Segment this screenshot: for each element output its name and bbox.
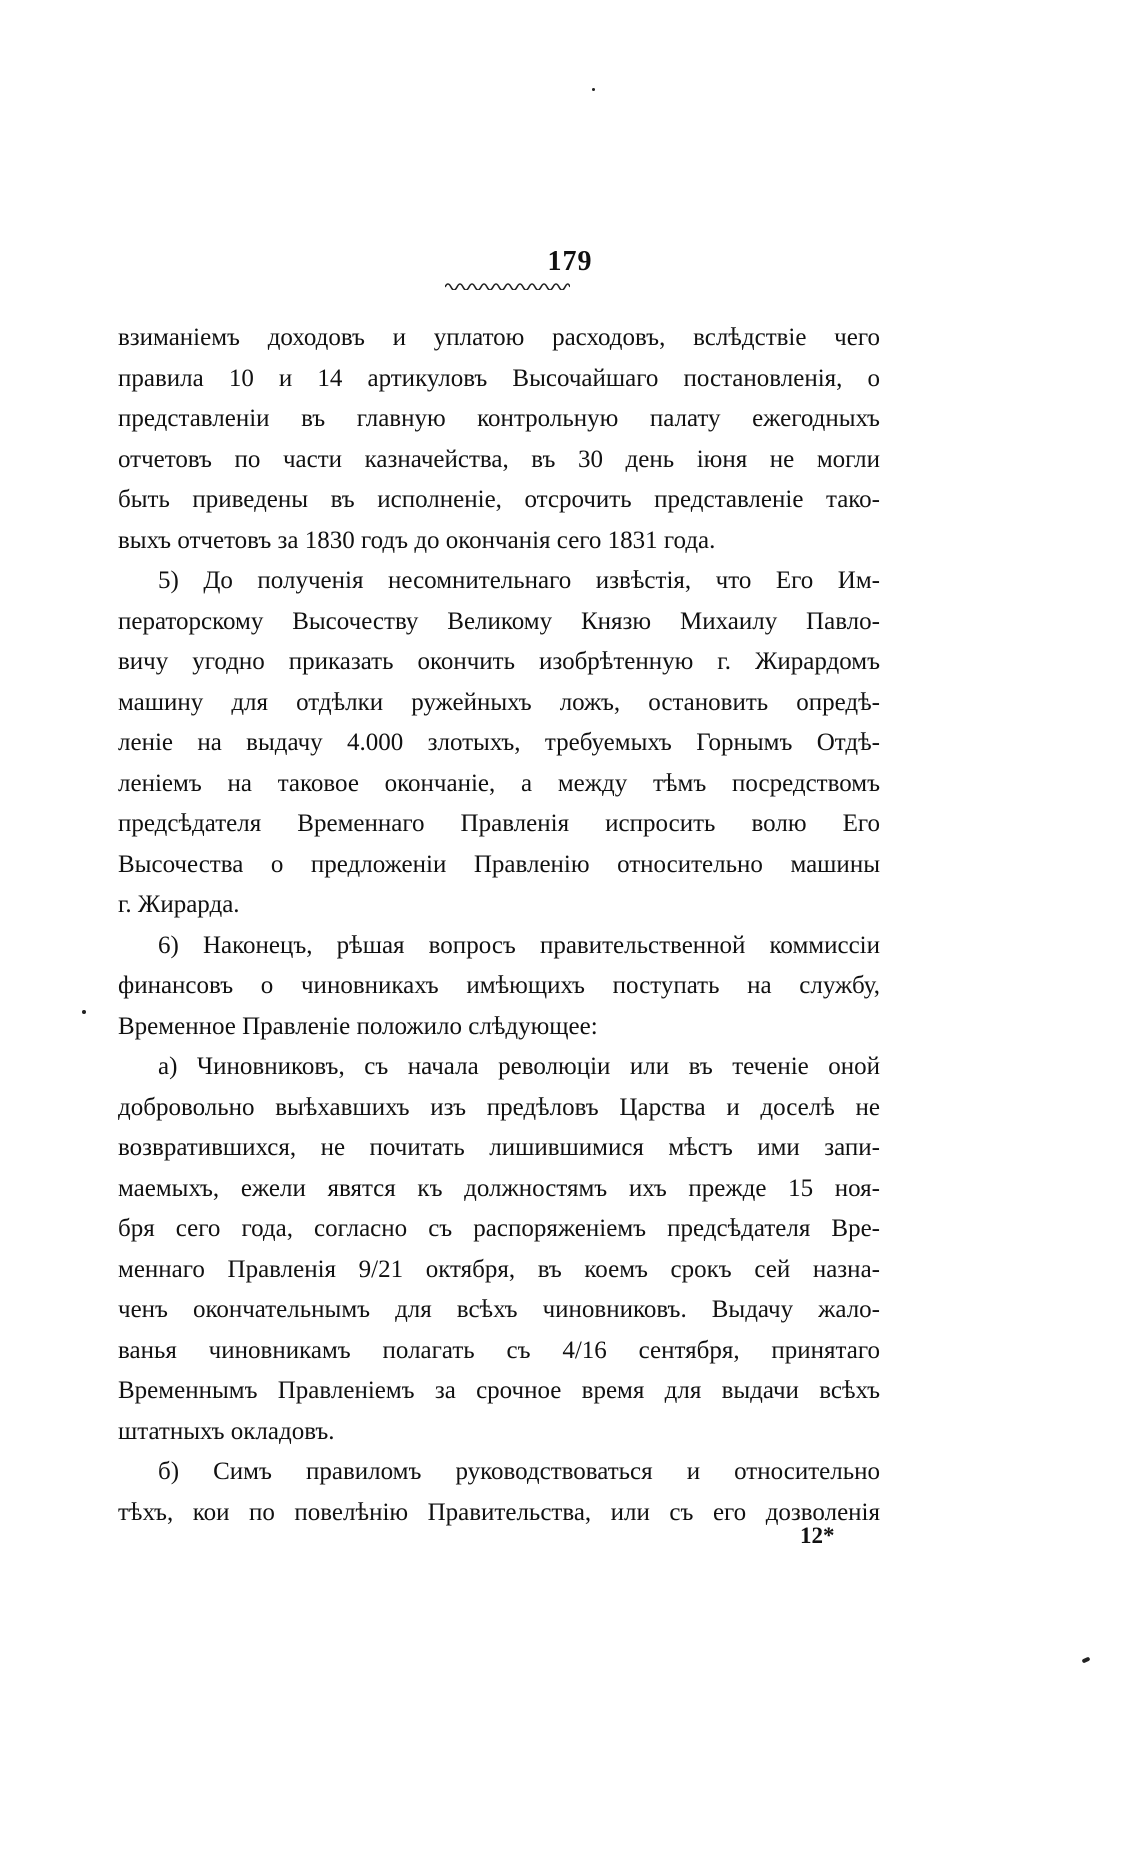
text-line: ченъ окончательнымъ для всѣхъ чиновниковъ. Выдачу жало- [118,1296,880,1323]
text-line: 6) Наконецъ, рѣшая вопросъ правительственной коммиссіи [158,931,880,959]
body-text [118,318,880,1533]
text-line: бря сего года, согласно съ распоряженіемъ предсѣдателя Вре- [118,1215,880,1242]
text-line: Временнымъ Правленіемъ за срочное время для выдачи всѣхъ [118,1377,880,1404]
wavy-rule-ornament [445,278,570,290]
text-line: отчетовъ по части казначейства, въ 30 день іюня не могли [118,445,880,473]
text-line: б) Симъ правиломъ руководствоваться и относительно [158,1458,880,1485]
signature-mark: 12* [800,1523,835,1548]
page-number: 179 [547,246,593,277]
text-line: представленіи въ главную контрольную палату ежегодныхъ [118,405,880,432]
text-line: взиманіемъ доходовъ и уплатою расходовъ, вслѣдствіе чего [118,324,880,351]
paper-speck [592,88,595,91]
text-line: 5) До полученія несомнительнаго извѣстія, что Его Им- [158,567,880,594]
text-line: финансовъ о чиновникахъ имѣющихъ поступать на службу, [118,972,880,999]
text-line: возвратившихся, не почитать лишившимися мѣстъ ими запи- [118,1134,880,1161]
text-line: штатныхъ окладовъ. [118,1417,335,1445]
text-line: леніе на выдачу 4.000 злотыхъ, требуемыхъ Горнымъ Отдѣ- [118,729,880,756]
text-line: ванья чиновникамъ полагать съ 4/16 сентября, принятаго [118,1336,880,1364]
text-line: леніемъ на таковое окончаніе, а между тѣмъ посредствомъ [118,769,880,797]
text-line: предсѣдателя Временнаго Правленія испросить волю Его [118,810,880,837]
paper-speck [82,1010,86,1014]
text-line: правила 10 и 14 артикуловъ Высочайшаго постановленія, о [118,364,880,392]
text-line: машину для отдѣлки ружейныхъ ложъ, остановить опредѣ- [118,688,880,716]
text-line: меннаго Правленія 9/21 октября, въ коемъ срокъ сей назна- [118,1255,880,1283]
text-line: Временное Правленіе положило слѣдующее: [118,1012,598,1040]
text-line: а) Чиновниковъ, съ начала революціи или въ теченіе оной [158,1053,880,1080]
text-line: добровольно выѣхавшихъ изъ предѣловъ Царства и доселѣ не [118,1093,880,1121]
text-line: вичу угодно приказать окончить изобрѣтенную г. Жирардомъ [118,648,880,675]
paper-speck [1082,1656,1091,1663]
text-line: выхъ отчетовъ за 1830 годъ до окончанія сего 1831 года. [118,526,716,554]
text-line: Высочества о предложеніи Правленію относительно машины [118,850,880,878]
text-line: ператорскому Высочеству Великому Князю Михаилу Павло- [118,607,880,635]
text-line: быть приведены въ исполненіе, отсрочить представленіе тако- [118,486,880,513]
text-line: тѣхъ, кои по повелѣнію Правительства, или съ его дозволенія [118,1498,880,1526]
text-line: маемыхъ, ежели явятся къ должностямъ ихъ прежде 15 ноя- [118,1174,880,1202]
text-line: г. Жирарда. [118,891,240,918]
